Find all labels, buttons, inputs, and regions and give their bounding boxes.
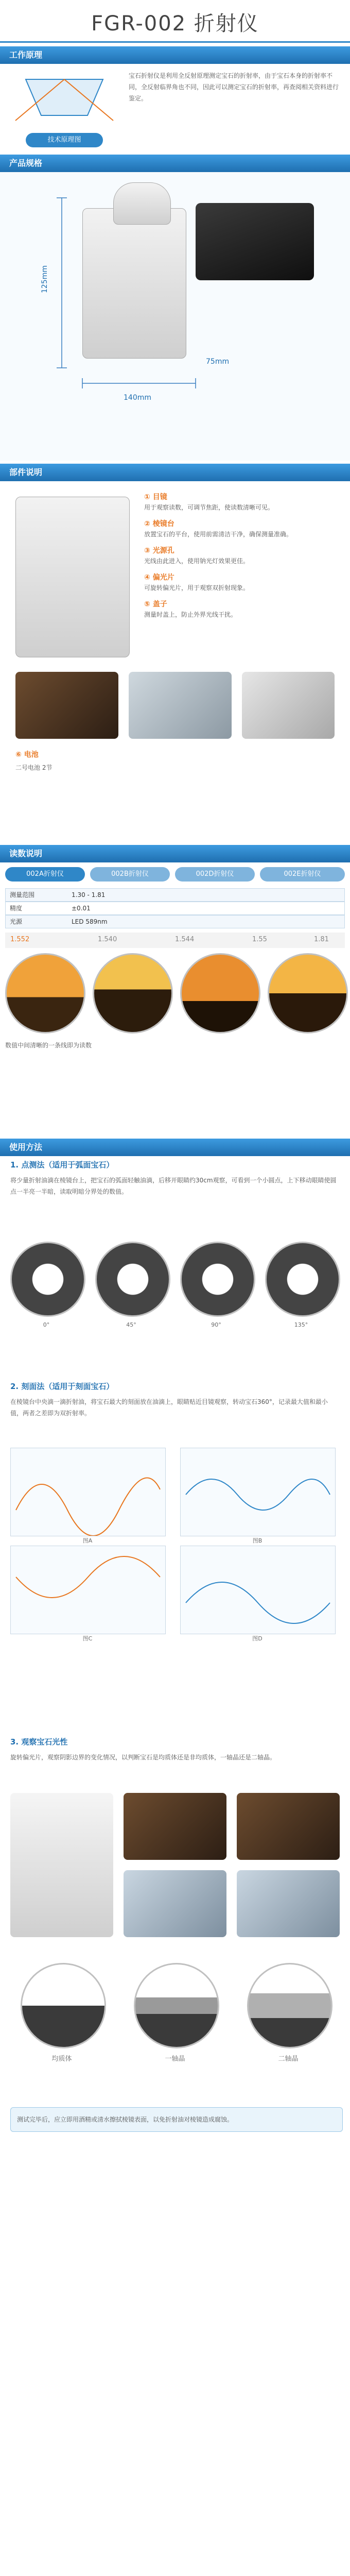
refractometer-side-image bbox=[15, 497, 130, 657]
tab-002d[interactable]: 002D折射仪 bbox=[175, 867, 255, 882]
result-label: 二轴晶 bbox=[278, 2055, 299, 2063]
optic-result-figures bbox=[10, 1963, 340, 2087]
reading-note: 数值中间清晰的一条线即为读数 bbox=[5, 1042, 92, 1049]
accessory-photo-2 bbox=[129, 672, 232, 739]
graph-c bbox=[10, 1546, 166, 1634]
principle-text: 宝石折射仪是利用全反射原理测定宝石的折射率，由于宝石本身的折射率不同，全反射临界角也不同，因此可以测定宝石的折射率，再查阅相关资料进行鉴定。 bbox=[129, 72, 339, 102]
components-panel bbox=[0, 481, 350, 842]
circle-label: 90° bbox=[211, 1321, 221, 1328]
component-prism-title: ② 棱镜台 bbox=[144, 520, 174, 528]
spec-row bbox=[5, 902, 345, 915]
graph-label: 图A bbox=[82, 1537, 93, 1544]
component-lid-text: 测量时盖上，防止外界光线干扰。 bbox=[144, 611, 237, 618]
spec-value: LED 589nm bbox=[72, 918, 108, 925]
result-label: 一轴晶 bbox=[165, 2055, 185, 2063]
section-title: 读数说明 bbox=[9, 849, 43, 858]
eyepiece-image bbox=[113, 182, 171, 225]
step1-circle bbox=[180, 1242, 255, 1317]
spec-value: ±0.01 bbox=[72, 905, 91, 912]
usage-photo-3 bbox=[237, 1793, 340, 1860]
scale-strip bbox=[5, 933, 345, 948]
step3-title: 3. 观察宝石光性 bbox=[10, 1737, 68, 1747]
reading-view-3 bbox=[180, 953, 260, 1033]
reading-view-4 bbox=[268, 953, 348, 1033]
component-prism-text: 放置宝石的平台，使用前需清洁干净，确保测量准确。 bbox=[144, 531, 293, 538]
accessory-photo-3 bbox=[242, 672, 335, 739]
step2-text: 在棱镜台中央滴一滴折射油，将宝石最大的刻面放在油滴上，眼睛贴近目镜观察，转动宝石360°，记录最大值和最小值，两者之差即为双折射率。 bbox=[10, 1398, 328, 1417]
usage-photo-2 bbox=[124, 1793, 226, 1860]
spec-value: 1.30 - 1.81 bbox=[72, 891, 106, 899]
usage-tip: 测试完毕后，应立即用酒精或清水擦拭棱镜表面，以免折射油对棱镜造成腐蚀。 bbox=[10, 2107, 343, 2132]
height-label: 125mm bbox=[41, 265, 49, 293]
usage-photo-5 bbox=[237, 1870, 340, 1937]
width-dimension-icon bbox=[77, 373, 201, 394]
step3-photos bbox=[10, 1793, 340, 1947]
step1-title: 1. 点测法（适用于弧面宝石） bbox=[10, 1160, 114, 1170]
usage-photo-4 bbox=[124, 1870, 226, 1937]
result-view-2 bbox=[134, 1963, 219, 2048]
wave-a-icon bbox=[11, 1448, 165, 1536]
tab-002a[interactable]: 002A折射仪 bbox=[5, 867, 85, 882]
section-header-usage bbox=[0, 1139, 350, 1156]
spec-label: 测量范围 bbox=[10, 891, 35, 899]
circle-label: 135° bbox=[294, 1321, 308, 1328]
usage-instructions bbox=[124, 1793, 340, 1937]
refractometer-image bbox=[82, 208, 186, 359]
section-header-specs bbox=[0, 155, 350, 172]
spec-row bbox=[5, 915, 345, 928]
scale-value: 1.544 bbox=[175, 936, 195, 943]
section-header-principle bbox=[0, 46, 350, 64]
section-header-readings bbox=[0, 845, 350, 862]
wave-d-icon bbox=[181, 1546, 335, 1634]
tab-002e[interactable]: 002E折射仪 bbox=[260, 867, 345, 882]
model-tabs bbox=[0, 866, 350, 883]
wave-b-icon bbox=[181, 1448, 335, 1536]
graph-b bbox=[180, 1448, 336, 1536]
step1-figures bbox=[10, 1231, 340, 1365]
component-polarizer-text: 可旋转偏光片，用于观察双折射现象。 bbox=[144, 584, 250, 591]
principle-diagram bbox=[10, 69, 118, 131]
reading-view-1 bbox=[5, 953, 85, 1033]
principle-badge: 技术原理图 bbox=[26, 133, 103, 147]
detail-photo bbox=[196, 203, 314, 280]
graph-label: 图B bbox=[252, 1537, 262, 1544]
step3-text: 旋转偏光片，观察阴影边界的变化情况，以判断宝石是均质体还是非均质体，一轴晶还是二轴晶。 bbox=[10, 1754, 276, 1761]
result-label: 均质体 bbox=[51, 2055, 72, 2063]
page-title: FGR-002 折射仪 bbox=[91, 12, 259, 36]
circle-label: 45° bbox=[126, 1321, 136, 1328]
wave-c-icon bbox=[11, 1546, 165, 1634]
section-header-components bbox=[0, 464, 350, 481]
component-eyepiece-text: 用于观察读数，可调节焦距，使读数清晰可见。 bbox=[144, 504, 274, 511]
graph-label: 图C bbox=[82, 1635, 93, 1642]
scale-value: 1.55 bbox=[252, 936, 267, 943]
usage-photo-1 bbox=[10, 1793, 113, 1937]
spec-label: 光源 bbox=[10, 918, 23, 925]
usage-step3 bbox=[0, 1736, 350, 2561]
component-lid-title: ⑤ 盖子 bbox=[144, 600, 167, 608]
scale-value: 1.540 bbox=[98, 936, 117, 943]
step1-text: 将少量折射油滴在棱镜台上，把宝石的弧面轻触油滴，后移开眼睛约30cm观察，可看到一个小圆点，上下移动眼睛使圆点一半亮一半暗，读取明暗分界处的数值。 bbox=[10, 1177, 337, 1195]
result-view-1 bbox=[21, 1963, 106, 2048]
spec-label: 精度 bbox=[10, 905, 23, 912]
circle-label: 0° bbox=[43, 1321, 50, 1328]
component-eyepiece-title: ① 目镜 bbox=[144, 493, 167, 501]
spec-table bbox=[5, 888, 345, 928]
step1-circle bbox=[10, 1242, 85, 1317]
reading-view-2 bbox=[93, 953, 173, 1033]
reading-views bbox=[5, 953, 345, 1036]
section-title: 产品规格 bbox=[9, 158, 43, 168]
component-list bbox=[144, 492, 340, 620]
width-label: 140mm bbox=[124, 394, 151, 402]
step2-title: 2. 刻面法（适用于刻面宝石） bbox=[10, 1382, 114, 1391]
accessory-photo-1 bbox=[15, 672, 118, 739]
step1-circle bbox=[265, 1242, 340, 1317]
graph-label: 图D bbox=[252, 1635, 262, 1642]
component-battery-text: 二号电池 2节 bbox=[15, 764, 52, 771]
section-title: 部件说明 bbox=[9, 467, 43, 477]
usage-step1 bbox=[0, 1159, 350, 1726]
product-diagram-panel bbox=[0, 172, 350, 461]
result-view-3 bbox=[247, 1963, 332, 2048]
component-battery-title: ⑥ 电池 bbox=[15, 751, 39, 759]
scale-value: 1.81 bbox=[314, 936, 329, 943]
principle-schematic-icon bbox=[10, 69, 118, 131]
step2-figures bbox=[10, 1448, 340, 1643]
step1-circle bbox=[95, 1242, 170, 1317]
scale-value: 1.552 bbox=[10, 936, 30, 943]
section-title: 使用方法 bbox=[9, 1142, 43, 1152]
depth-label: 75mm bbox=[206, 358, 230, 366]
graph-d bbox=[180, 1546, 336, 1634]
tab-002b[interactable]: 002B折射仪 bbox=[90, 867, 170, 882]
component-light-text: 光线由此进入，使用钠光灯效果更佳。 bbox=[144, 557, 250, 565]
component-polarizer-title: ④ 偏光片 bbox=[144, 573, 174, 582]
graph-a bbox=[10, 1448, 166, 1536]
spec-row bbox=[5, 888, 345, 902]
section-title: 工作原理 bbox=[9, 50, 43, 60]
component-light-title: ③ 光源孔 bbox=[144, 547, 174, 555]
